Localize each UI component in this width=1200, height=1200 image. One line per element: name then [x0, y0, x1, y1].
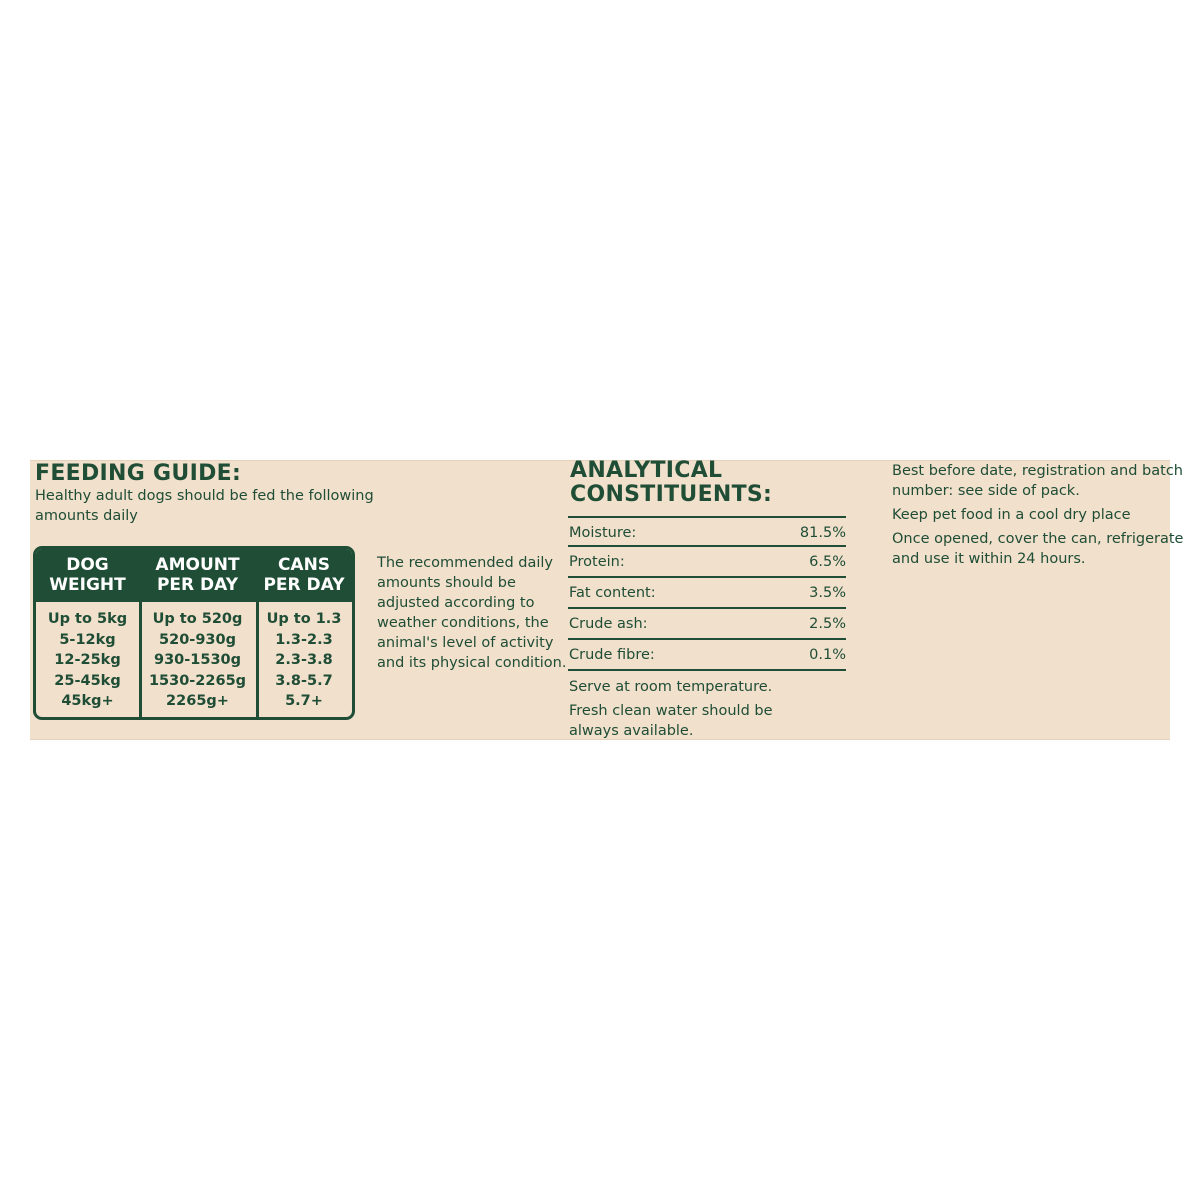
feeding-column-amount-per-day	[139, 549, 256, 717]
header-line: PER DAY	[156, 575, 239, 595]
column-header-cans-per-day	[256, 555, 352, 595]
table-cell: 5.7+	[285, 693, 323, 709]
table-cell: 1.3-2.3	[275, 631, 333, 648]
table-cell: Up to 1.3	[266, 611, 342, 627]
serve-temperature-note: Serve at room temperature.	[569, 679, 773, 695]
constituent-name: Crude fibre:	[569, 647, 655, 663]
constituent-value: 0.1%	[809, 647, 846, 663]
constituent-value: 6.5%	[809, 554, 846, 570]
table-cell: 2265g+	[166, 693, 229, 709]
constituent-value: 81.5%	[799, 525, 846, 541]
table-cell: Up to 5kg	[47, 611, 128, 627]
table-row	[568, 640, 846, 671]
table-row	[568, 516, 846, 547]
table-cell: 520-930g	[159, 631, 236, 648]
column-header-amount-per-day	[139, 555, 256, 595]
fresh-water-note: Fresh clean water should be always available.	[569, 703, 773, 739]
header-line: CANS	[277, 555, 331, 575]
table-cell: 25-45kg	[54, 672, 121, 689]
table-cell: Up to 520g	[152, 611, 243, 627]
table-cell: 2.3-3.8	[275, 652, 333, 668]
feeding-guide-intro: Healthy adult dogs should be fed the following amounts daily	[35, 488, 374, 524]
label-panel	[30, 458, 1184, 740]
feeding-table	[33, 546, 355, 720]
constituent-value: 2.5%	[809, 616, 846, 632]
header-line: PER DAY	[263, 575, 345, 595]
once-opened-note: Once opened, cover the can, refrigerate and use it within 24 hours.	[892, 531, 1184, 567]
feeding-column-cans-per-day	[256, 549, 352, 717]
header-line: AMOUNT	[155, 555, 240, 575]
title-line: CONSTITUENTS:	[570, 482, 773, 507]
feeding-column-dog-weight	[36, 549, 139, 717]
storage-note: Keep pet food in a cool dry place	[892, 507, 1131, 523]
constituent-name: Protein:	[569, 554, 625, 570]
table-cell: 3.8-5.7	[275, 672, 333, 689]
table-cell: 45kg+	[61, 693, 114, 709]
analytical-table	[568, 516, 846, 671]
table-row	[568, 578, 846, 609]
table-row	[568, 609, 846, 640]
table-row	[568, 547, 846, 578]
header-line: DOG	[66, 555, 109, 575]
analytical-constituents-title	[570, 459, 870, 507]
constituent-value: 3.5%	[809, 585, 846, 601]
feeding-guide-title: FEEDING GUIDE:	[35, 461, 242, 486]
title-line: ANALYTICAL	[570, 458, 723, 483]
constituent-name: Crude ash:	[569, 616, 648, 632]
table-cell: 12-25kg	[54, 652, 121, 668]
table-cell: 5-12kg	[59, 631, 116, 648]
header-line: WEIGHT	[49, 575, 126, 595]
column-values-dog-weight	[36, 609, 139, 712]
table-cell: 1530-2265g	[148, 672, 247, 689]
column-header-dog-weight	[36, 555, 139, 595]
best-before-note: Best before date, registration and batch number: see side of pack.	[892, 463, 1183, 499]
constituent-name: Moisture:	[569, 525, 637, 541]
constituent-name: Fat content:	[569, 585, 656, 601]
column-values-amount-per-day	[139, 609, 256, 712]
table-cell: 930-1530g	[153, 652, 242, 668]
column-values-cans-per-day	[256, 609, 352, 712]
feeding-adjustment-note: The recommended daily amounts should be adjusted according to weather conditions, the animal's level of activity and its physical condition.	[377, 555, 567, 671]
